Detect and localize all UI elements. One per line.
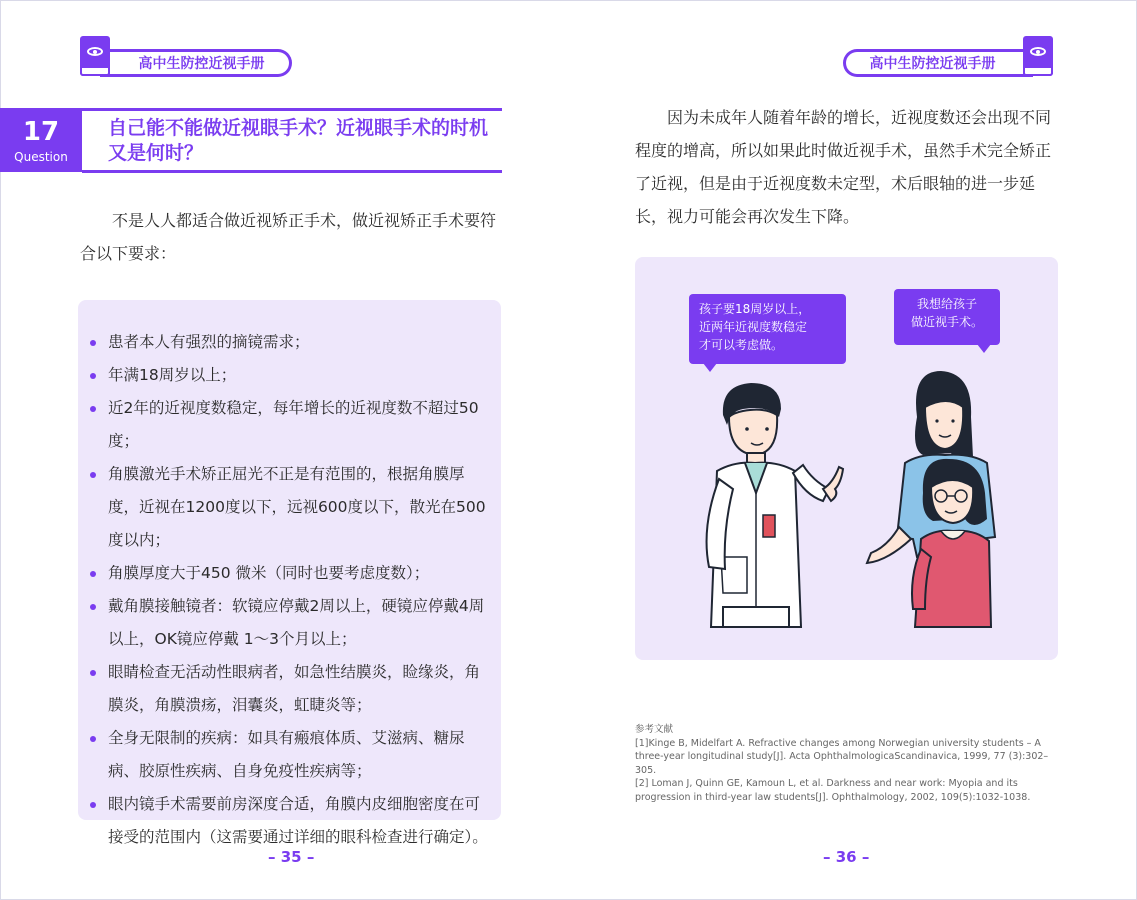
doctor-bubble-tail (703, 363, 717, 372)
title-rule-top (82, 108, 502, 111)
reference-item: [1]Kinge B, Midelfart A. Refractive changes among Norwegian university students – A three-year longitudinal study[J]. Acta OphthalmologicaScandinavica, 1999, 77 (3):302–305. (635, 737, 1049, 776)
dot-icon (90, 571, 96, 577)
dot-icon (90, 670, 96, 676)
dot-icon (90, 604, 96, 610)
eye-icon (87, 47, 103, 56)
question-badge (0, 108, 82, 172)
list-item: 角膜激光手术矫正屈光不正是有范围的，根据角膜厚度，近视在1200度以下，远视600度以下，散光在500度以内； (78, 458, 501, 557)
list-item: 眼内镜手术需要前房深度合适，角膜内皮细胞密度在可接受的范围内（这需要通过详细的眼科检查进行确定）。 (78, 788, 501, 854)
page-number-right: – 36 – (823, 848, 870, 866)
parent-speech-bubble: 我想给孩子 做近视手术。 (894, 289, 1000, 345)
eye-icon (1030, 47, 1046, 56)
list-item: 眼睛检查无活动性眼病者，如急性结膜炎，睑缘炎，角膜炎，角膜溃疡，泪囊炎，虹睫炎等； (78, 656, 501, 722)
doctor-figure (707, 383, 843, 627)
header-title-left: 高中生防控近视手册 (100, 49, 292, 77)
eye-book-icon (80, 36, 110, 76)
requirements-panel (78, 300, 501, 846)
list-item: 患者本人有强烈的摘镜需求； (78, 326, 501, 359)
list-item: 近2年的近视度数稳定，每年增长的近视度数不超过50度； (78, 392, 501, 458)
parent-bubble-tail (977, 344, 991, 353)
header-title-right: 高中生防控近视手册 (843, 49, 1033, 77)
page-number-left: – 35 – (268, 848, 315, 866)
question-label: Question (14, 150, 68, 164)
requirements-list (78, 326, 501, 854)
dot-icon (90, 736, 96, 742)
illustration-panel (635, 257, 1058, 660)
title-rule-bottom (82, 170, 502, 173)
list-item: 全身无限制的疾病：如具有瘢痕体质、艾滋病、糖尿病、胶原性疾病、自身免疫性疾病等； (78, 722, 501, 788)
dot-icon (90, 340, 96, 346)
dot-icon (90, 373, 96, 379)
list-item: 戴角膜接触镜者：软镜应停戴2周以上，硬镜应停戴4周以上，OK镜应停戴 1～3个月以上； (78, 590, 501, 656)
references (635, 723, 1059, 804)
list-item: 年满18周岁以上； (78, 359, 501, 392)
dot-icon (90, 472, 96, 478)
eye-book-icon (1023, 36, 1053, 76)
doctor-speech-bubble: 孩子要18周岁以上， 近两年近视度数稳定 才可以考虑做。 (689, 294, 846, 364)
dot-icon (90, 406, 96, 412)
intro-paragraph: 不是人人都适合做近视矫正手术，做近视矫正手术要符合以下要求： (80, 211, 497, 263)
right-paragraph: 因为未成年人随着年龄的增长，近视度数还会出现不同程度的增高，所以如果此时做近视手术，虽然手术完全矫正了近视，但是由于近视度数未定型，术后眼轴的进一步延长，视力可能会再次发生下降。 (635, 108, 1052, 226)
question-title: 自己能不能做近视眼手术？近视眼手术的时机又是何时？ (108, 117, 489, 164)
list-item: 角膜厚度大于450 微米（同时也要考虑度数）； (78, 557, 501, 590)
reference-item: [2] Loman J, Quinn GE, Kamoun L, et al. Darkness and near work: Myopia and its progression in third-year law students[J]. Ophthalmology, 2002, 109(5):1032-1038. (635, 778, 1031, 803)
references-title: 参考文献 (635, 724, 674, 735)
question-number: 17 (22, 117, 60, 147)
daughter-figure (912, 459, 991, 627)
dot-icon (90, 802, 96, 808)
